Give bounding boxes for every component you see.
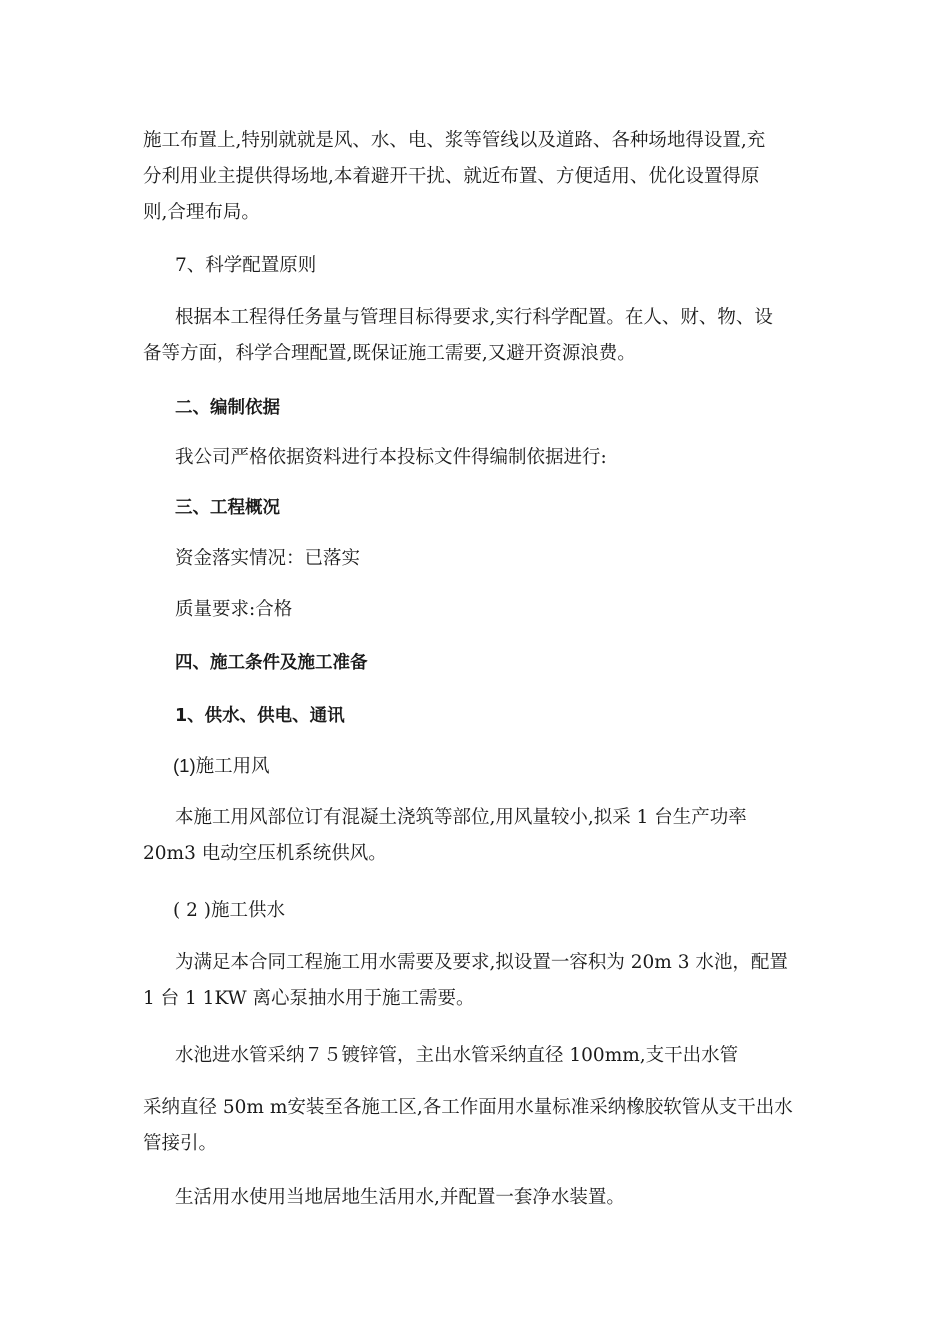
text-line: 1 台 1 1KW 离心泵抽水用于施工需要。 — [143, 988, 475, 1009]
subheading-scientific-allocation: 7、科学配置原则 — [175, 255, 317, 276]
funding-status: 资金落实情况：已落实 — [175, 548, 361, 569]
text-line: 采纳直径 50m m安装至各施工区,各工作面用水量标准采纳橡胶软管从支干出水 — [143, 1097, 793, 1118]
section-heading-conditions: 四、施工条件及施工准备 — [175, 653, 368, 673]
text-line: 20m3 电动空压机系统供风。 — [143, 843, 387, 864]
item-water-supply: ( 2 )施工供水 — [173, 900, 285, 921]
paragraph-inlet-pipe: 水池进水管采纳７５镀锌管，主出水管采纳直径 100mm,支干出水管 — [175, 1045, 739, 1066]
text-line: 分利用业主提供得场地,本着避开干扰、就近布置、方便适用、优化设置得原 — [143, 166, 760, 187]
item-air-supply: (1)施工用风 — [173, 755, 270, 776]
section-heading-overview: 三、工程概况 — [175, 498, 280, 518]
paragraph-water-supply — [143, 945, 808, 1017]
paragraph-basis: 我公司严格依据资料进行本投标文件得编制依据进行: — [175, 447, 607, 468]
subsection-heading-utilities: 1、供水、供电、通讯 — [175, 706, 345, 726]
text-line: 本施工用风部位订有混凝土浇筑等部位,用风量较小,拟采 1 台生产功率 — [175, 807, 747, 828]
text-line: 施工布置上,特别就就是风、水、电、浆等管线以及道路、各种场地得设置,充 — [143, 130, 766, 151]
section-heading-basis: 二、编制依据 — [175, 398, 280, 418]
paragraph-layout — [143, 123, 808, 231]
text-line: 备等方面，科学合理配置,既保证施工需要,又避开资源浪费。 — [143, 343, 636, 364]
text-line: 为满足本合同工程施工用水需要及要求,拟设置一容积为 20m 3 水池，配置 — [175, 952, 788, 973]
text-line: 根据本工程得任务量与管理目标得要求,实行科学配置。在人、财、物、设 — [175, 307, 773, 328]
paragraph-domestic-water: 生活用水使用当地居地生活用水,并配置一套净水装置。 — [175, 1187, 625, 1208]
text-line: 则,合理布局。 — [143, 202, 260, 223]
quality-requirement: 质量要求:合格 — [175, 599, 293, 620]
paragraph-branch-pipe — [143, 1090, 808, 1162]
paragraph-allocation — [143, 300, 808, 372]
paragraph-air-supply — [143, 800, 808, 872]
text-line: 管接引。 — [143, 1133, 218, 1154]
